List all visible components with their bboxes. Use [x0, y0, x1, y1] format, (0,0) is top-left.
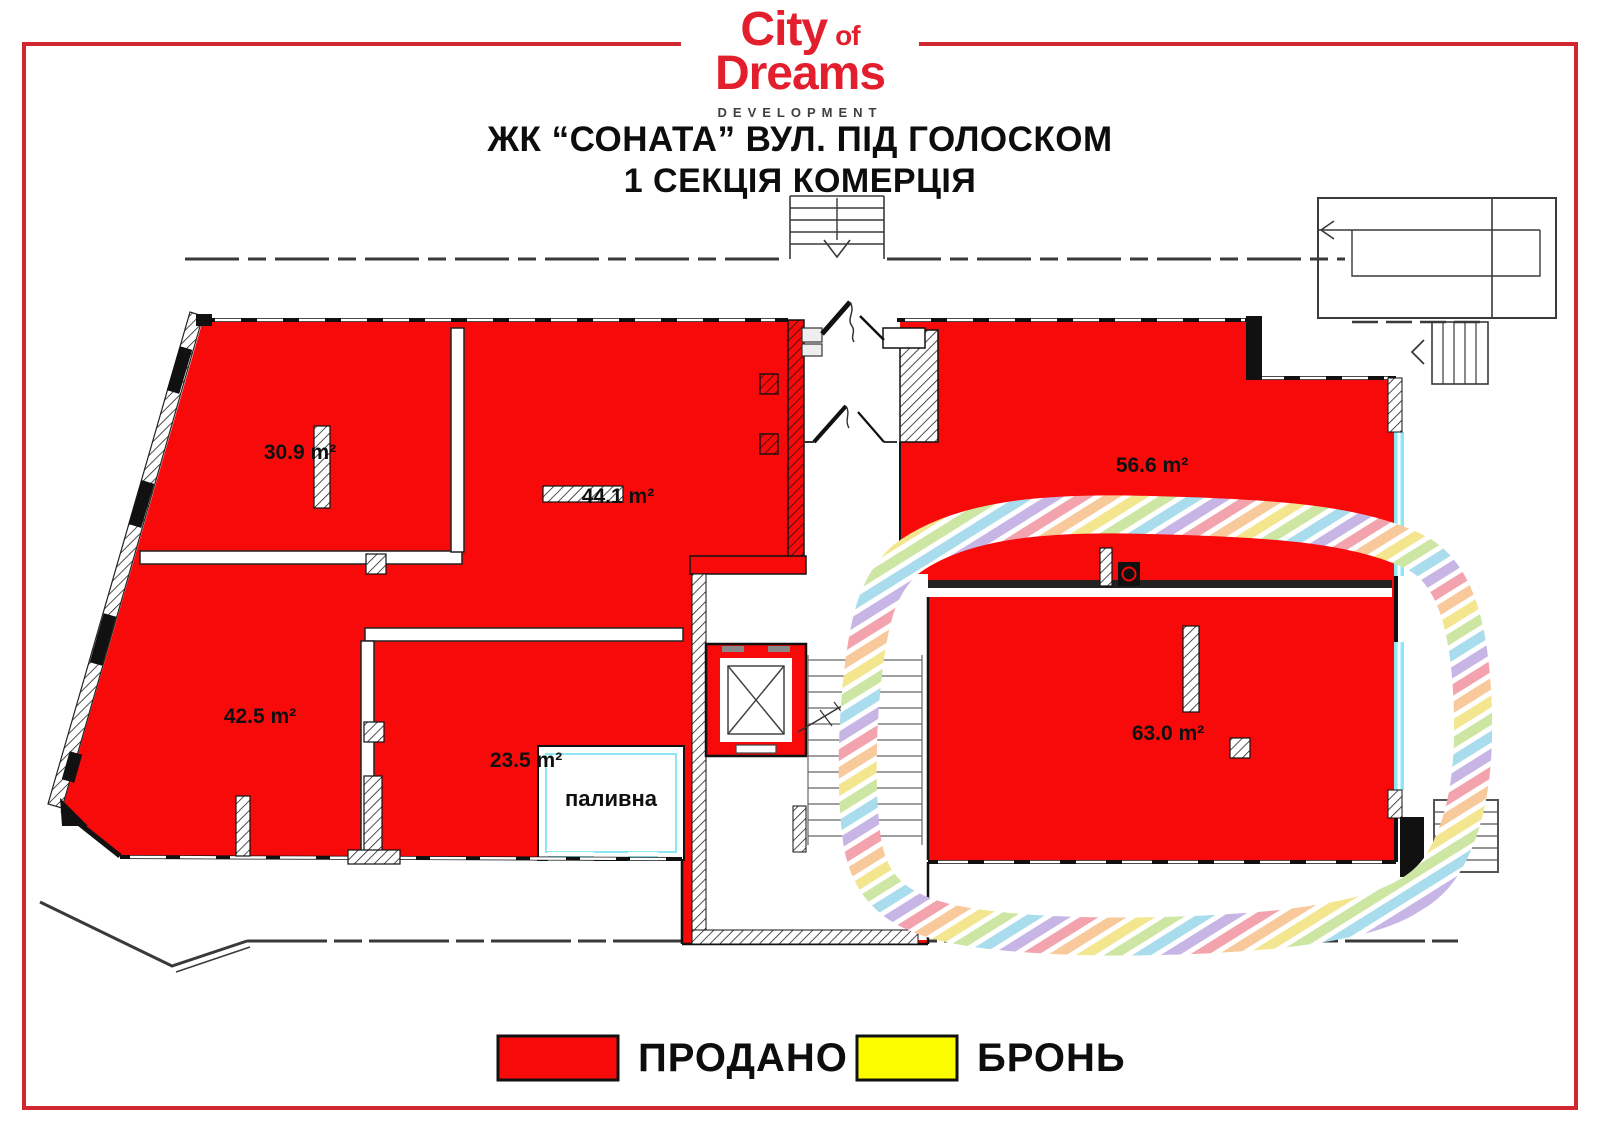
legend: [0, 1030, 1600, 1090]
fuel-room-label: паливна: [564, 786, 658, 811]
logo-word-city: City: [740, 3, 828, 56]
unit-23-5-label: 23.5 m²: [489, 749, 563, 772]
legend-label-sold: ПРОДАНО: [638, 1035, 848, 1080]
legend-item-reserved: [855, 1034, 1126, 1082]
unit-44-1-label: 44.1 m²: [581, 485, 655, 508]
logo-tagline: DEVELOPMENT: [717, 105, 883, 120]
unit-30-9-label: 30.9 m²: [263, 441, 337, 464]
elevator-shaft: [706, 644, 806, 756]
unit-63-0-label: 63.0 m²: [1131, 722, 1205, 745]
legend-item-sold: [496, 1034, 848, 1082]
reserved-color-swatch: [857, 1036, 957, 1080]
unit-30-9-region[interactable]: [150, 340, 440, 540]
unit-56-6-label: 56.6 m²: [1115, 454, 1189, 477]
logo-word-dreams: Dreams: [714, 47, 886, 100]
sold-color-swatch: [498, 1036, 618, 1080]
unit-56-6-region[interactable]: [910, 390, 1380, 570]
legend-swatch-reserved: [855, 1034, 959, 1082]
legend-label-reserved: БРОНЬ: [977, 1035, 1126, 1080]
ramp-structure: [1318, 198, 1556, 322]
unit-42-5-label: 42.5 m²: [223, 705, 297, 728]
title-line-2: 1 СЕКЦІЯ КОМЕРЦІЯ: [623, 162, 977, 200]
plan-title: [0, 120, 1600, 201]
logo-word-of: of: [835, 20, 860, 51]
ramp-stair: [1412, 322, 1488, 384]
unit-44-1-region[interactable]: [470, 340, 770, 620]
developer-logo: [681, 3, 919, 120]
entrance-stair-top: [790, 196, 884, 259]
legend-swatch-sold: [496, 1034, 620, 1082]
title-line-1: ЖК “СОНАТА” ВУЛ. ПІД ГОЛОСКОМ: [487, 120, 1113, 159]
